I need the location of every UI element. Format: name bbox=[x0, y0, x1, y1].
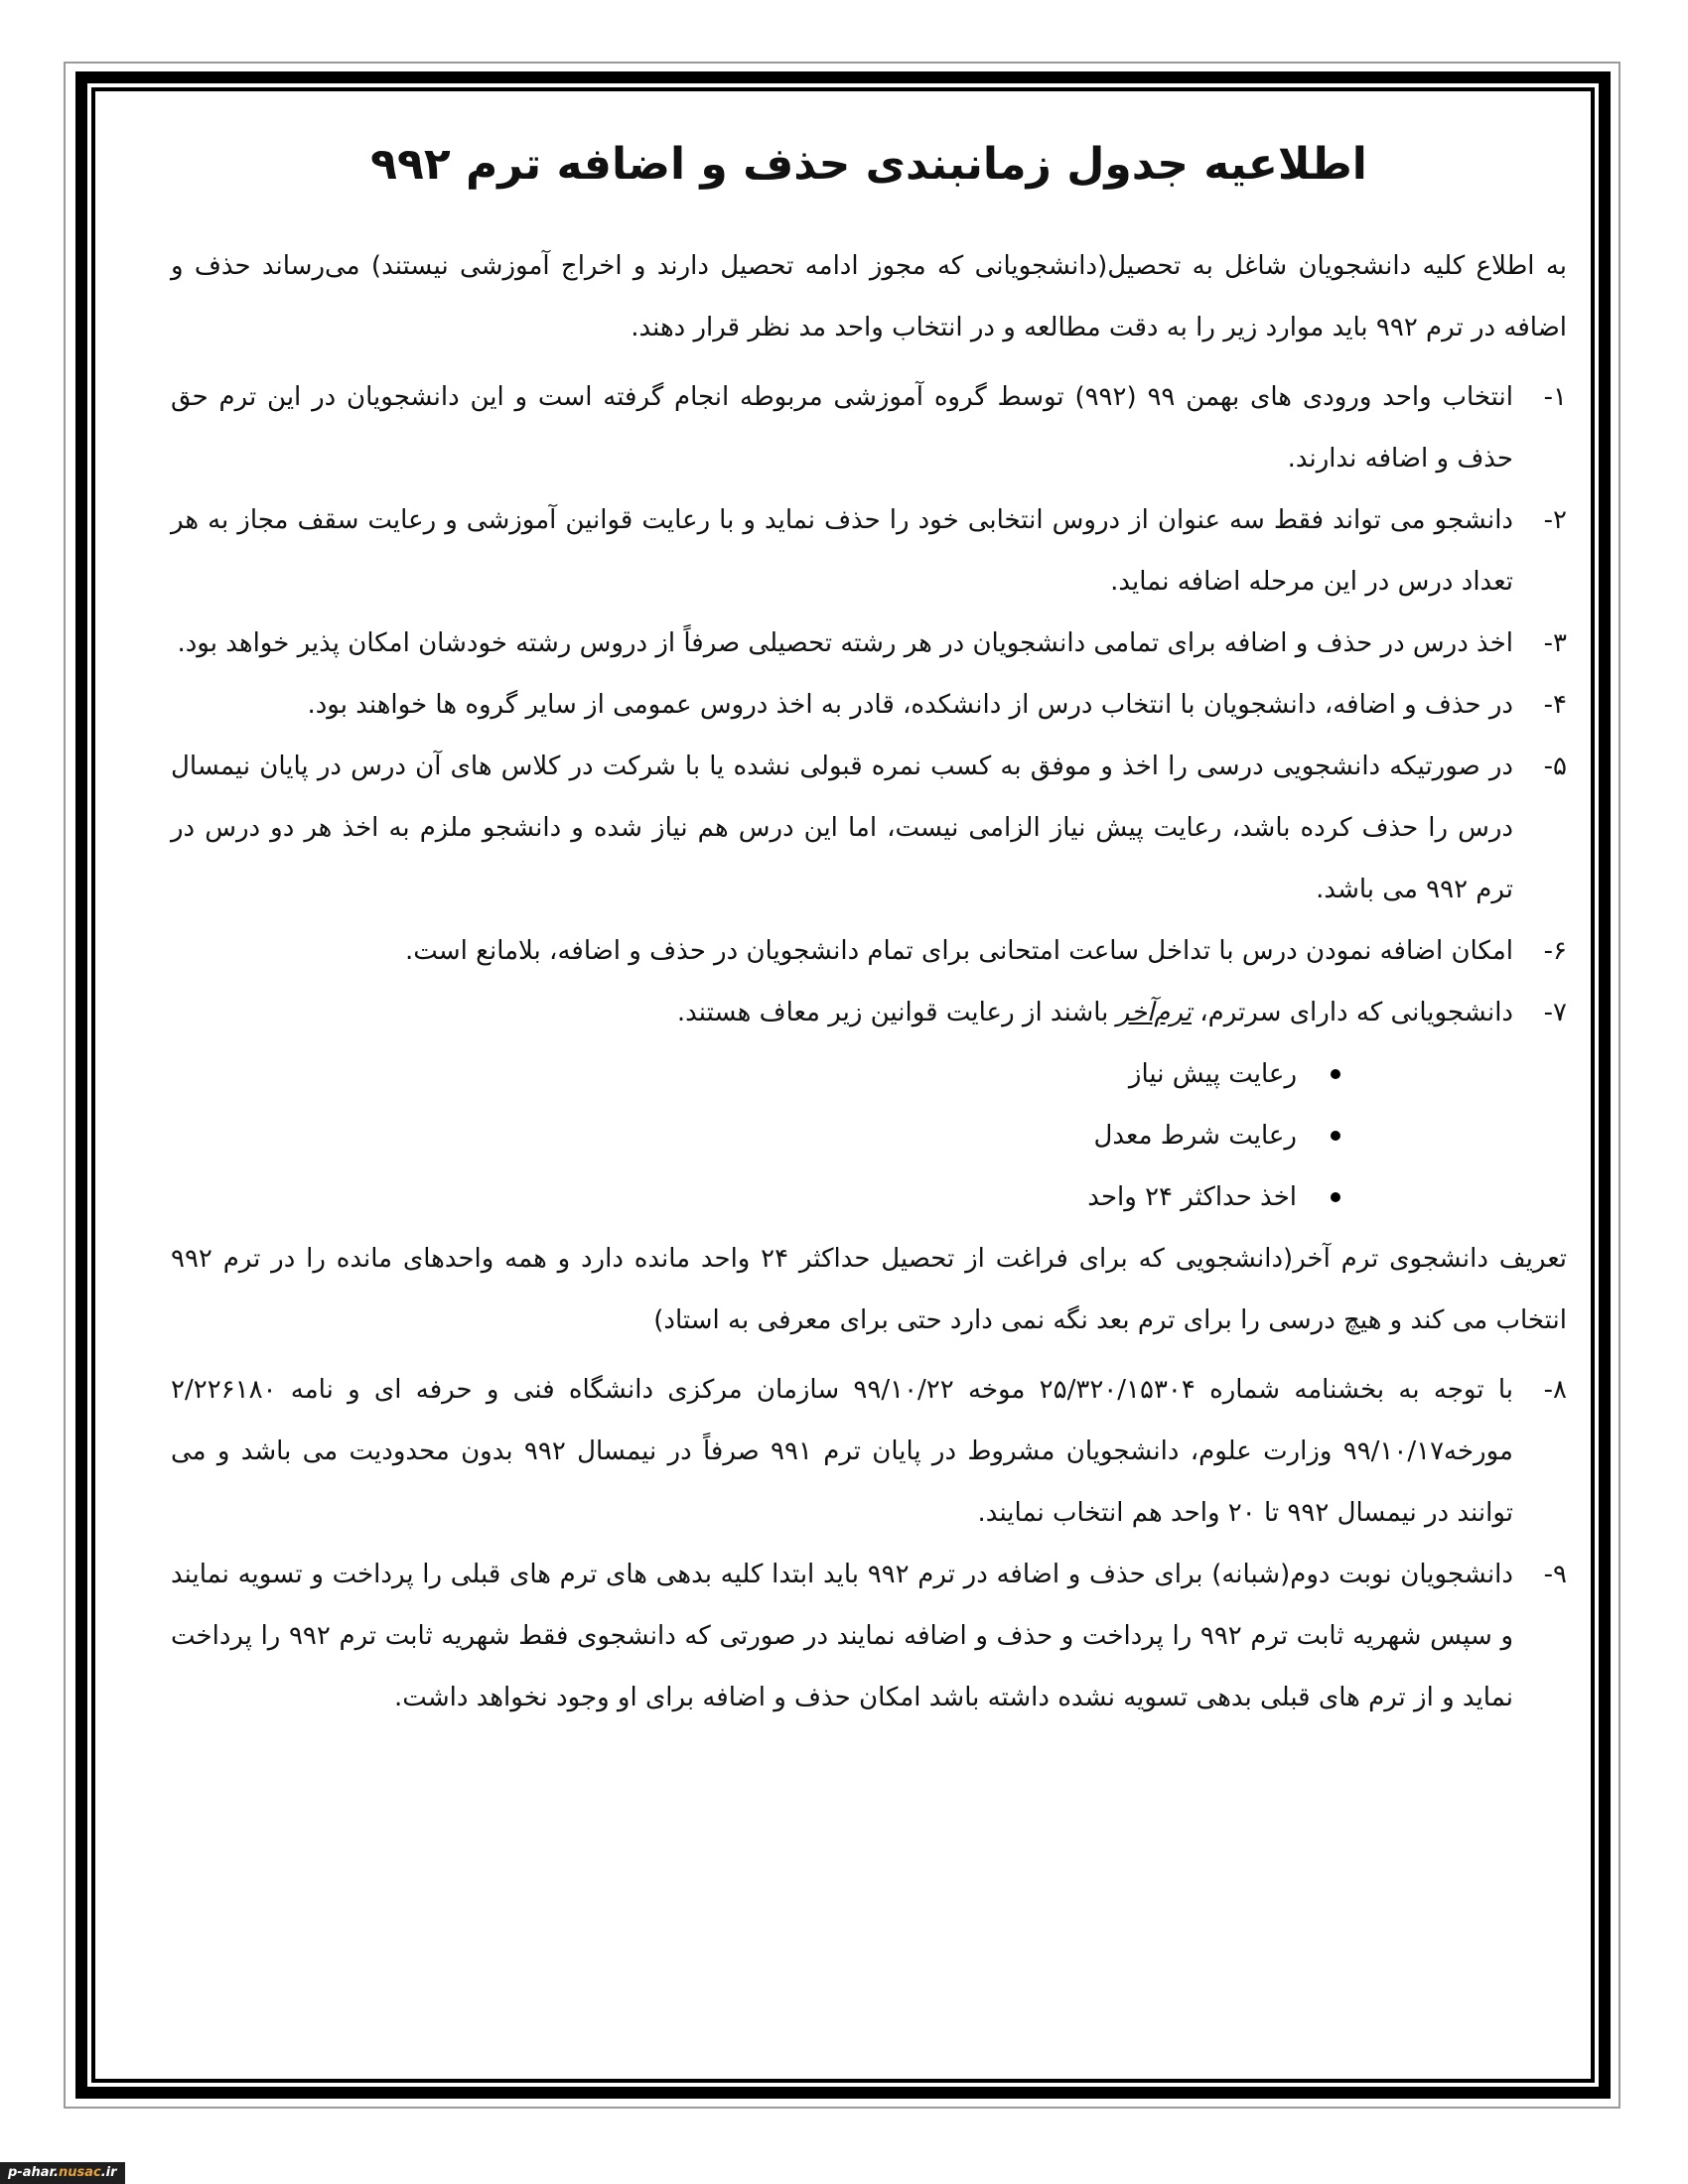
item-number: ۸- bbox=[1543, 1375, 1567, 1405]
item-number: ۶- bbox=[1543, 936, 1567, 966]
list-item bbox=[171, 674, 1567, 736]
bullet-item bbox=[171, 1166, 1340, 1228]
item-text: با توجه به بخشنامه شماره ۲۵/۳۲۰/۱۵۳۰۴ موخه ۹۹/۱۰/۲۲ سازمان مرکزی دانشگاه فنی و حرفه ای و نامه ۲/۲۲۶۱۸۰ مورخه۹۹/۱۰/۱۷ وزارت علوم، دانشجویان مشروط در پایان ترم ۹۹۱ صرفاً در نیمسال ۹۹۲ بدون محدودیت می باشد و می توانند در نیمسال ۹۹۲ تا ۲۰ واحد هم انتخاب نمایند. bbox=[171, 1375, 1514, 1528]
site-watermark bbox=[0, 2162, 125, 2184]
item-text: در حذف و اضافه، دانشجویان با انتخاب درس از دانشکده، قادر به اخذ دروس عمومی از سایر گروه ها خواهند بود. bbox=[307, 690, 1513, 720]
list-item bbox=[171, 920, 1567, 982]
item-text-part: دانشجویانی که دارای سرترم، bbox=[1191, 998, 1513, 1027]
site-suffix: .ir bbox=[100, 2165, 117, 2180]
item-text bbox=[171, 982, 1513, 1043]
item-text: امکان اضافه نمودن درس با تداخل ساعت امتحانی برای تمام دانشجویان در حذف و اضافه، بلامانع است. bbox=[405, 936, 1513, 966]
item-number: ۵- bbox=[1543, 751, 1567, 781]
bullet-text: رعایت شرط معدل bbox=[1093, 1121, 1297, 1151]
intro-paragraph: به اطلاع کلیه دانشجویان شاغل به تحصیل(دانشجویانی که مجوز ادامه تحصیل دارند و اخراج آموزشی نیستند) می‌رساند حذف و اضافه در ترم ۹۹۲ باید موارد زیر را به دقت مطالعه و در انتخاب واحد مد نظر قرار دهند. bbox=[171, 251, 1567, 342]
bullet-item bbox=[171, 1043, 1340, 1105]
item-number: ۹- bbox=[1543, 1560, 1567, 1589]
list-item bbox=[171, 982, 1567, 1043]
site-prefix: p-ahar. bbox=[8, 2165, 59, 2180]
item-text: دانشجو می تواند فقط سه عنوان از دروس انتخابی خود را حذف نماید و با رعایت قوانین آموزشی و رعایت سقف مجاز به هر تعداد درس در این مرحله اضافه نماید. bbox=[171, 505, 1513, 597]
bullet-text: رعایت پیش نیاز bbox=[1128, 1059, 1297, 1089]
bullet-icon bbox=[1331, 1069, 1340, 1079]
item-text: دانشجویان نوبت دوم(شبانه) برای حذف و اضافه در ترم ۹۹۲ باید ابتدا کلیه بدهی های ترم های قبلی را پرداخت و تسویه نمایند و سپس شهریه ثابت ترم ۹۹۲ را پرداخت و حذف و اضافه نمایند در صورتی که دانشجوی فقط شهریه ثابت ترم ۹۹۲ را پرداخت نماید و از ترم های قبلی بدهی تسویه نشده داشته باشد امکان حذف و اضافه برای او وجود نخواهد داشت. bbox=[171, 1560, 1513, 1712]
list-item bbox=[171, 1544, 1567, 1728]
item-text: اخذ درس در حذف و اضافه برای تمامی دانشجویان در هر رشته تحصیلی صرفاً از دروس رشته خودشان امکان پذیر خواهد بود. bbox=[177, 628, 1513, 658]
site-accent: nusac bbox=[59, 2165, 101, 2180]
announcement-body bbox=[171, 87, 1567, 2083]
list-item bbox=[171, 489, 1567, 613]
bullet-text: اخذ حداکثر ۲۴ واحد bbox=[1087, 1182, 1297, 1212]
item-text-part: باشند از رعایت قوانین زیر معاف هستند. bbox=[676, 998, 1117, 1027]
list-item bbox=[171, 366, 1567, 489]
item-number: ۲- bbox=[1543, 505, 1567, 535]
item-number: ۴- bbox=[1543, 690, 1567, 720]
item-text: انتخاب واحد ورودی های بهمن ۹۹ (۹۹۲) توسط گروه آموزشی مربوطه انجام گرفته است و این دانشجویان در این ترم حق حذف و اضافه ندارند. bbox=[171, 382, 1513, 474]
item-text: در صورتیکه دانشجویی درسی را اخذ و موفق به کسب نمره قبولی نشده یا با شرکت در کلاس های آن درس در پایان نیمسال درس را حذف کرده باشد، رعایت پیش نیاز الزامی نیست، اما این درس هم نیاز شده و دانشجو ملزم به اخذ هر دو درس در ترم ۹۹۲ می باشد. bbox=[171, 751, 1513, 904]
definition-paragraph: تعریف دانشجوی ترم آخر(دانشجویی که برای فراغت از تحصیل حداکثر ۲۴ واحد مانده دارد و همه واحدهای مانده را در ترم ۹۹۲ انتخاب می کند و هیچ درسی را برای ترم بعد نگه نمی دارد حتی برای معرفی به استاد) bbox=[171, 1244, 1567, 1335]
bullet-item bbox=[171, 1105, 1340, 1166]
item-number: ۳- bbox=[1543, 628, 1567, 658]
list-item bbox=[171, 613, 1567, 674]
emphasized-term: ترم‌آخر bbox=[1116, 998, 1192, 1027]
item-number: ۷- bbox=[1543, 998, 1567, 1027]
bullet-icon bbox=[1331, 1131, 1340, 1141]
item-number: ۱- bbox=[1543, 382, 1567, 412]
exemption-bullet-list bbox=[171, 1043, 1567, 1228]
page-title: اطلاعیه جدول زمانبندی حذف و اضافه ترم ۹۹۲ bbox=[370, 139, 1367, 190]
list-item bbox=[171, 736, 1567, 920]
bullet-icon bbox=[1331, 1192, 1340, 1202]
list-item bbox=[171, 1359, 1567, 1544]
